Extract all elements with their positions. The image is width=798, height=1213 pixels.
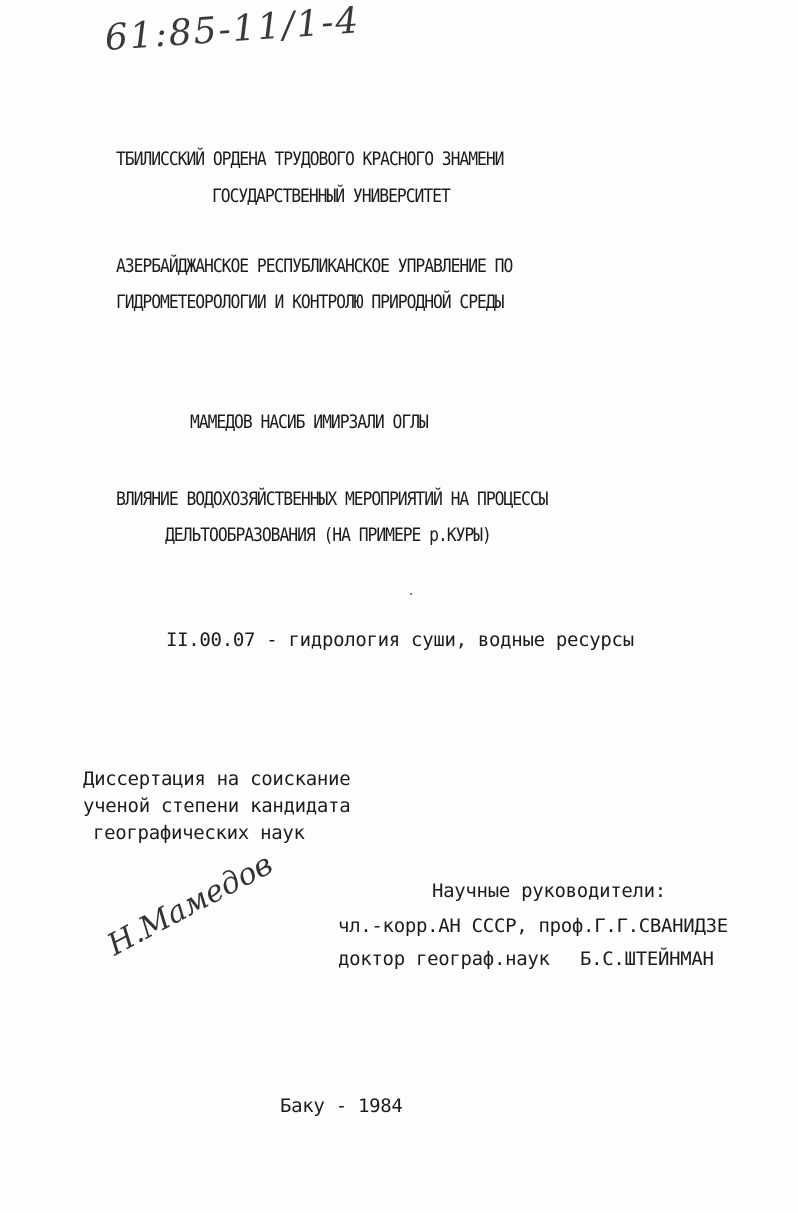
advisors-heading: Научные руководители: (432, 880, 666, 902)
dissertation-line-1: Диссертация на соискание (83, 768, 351, 790)
title-line-1: ВЛИЯНИЕ ВОДОХОЗЯЙСТВЕННЫХ МЕРОПРИЯТИЙ НА ПРОЦЕССЫ (116, 488, 548, 510)
title-line-2: ДЕЛЬТООБРАЗОВАНИЯ (НА ПРИМЕРЕ р.КУРЫ) (165, 524, 491, 546)
advisor-1: чл.-корр.АН СССР, проф.Г.Г.СВАНИДЗЕ (338, 915, 728, 937)
speck (410, 593, 412, 595)
specialty-code: II.00.07 - гидрология суши, водные ресурсы (166, 629, 634, 651)
advisor-2-title: доктор географ.наук (338, 948, 550, 970)
agency-line-2: ГИДРОМЕТЕОРОЛОГИИ И КОНТРОЛЮ ПРИРОДНОЙ СРЕДЫ (116, 291, 504, 313)
agency-line-1: АЗЕРБАЙДЖАНСКОЕ РЕСПУБЛИКАНСКОЕ УПРАВЛЕНИЕ ПО (116, 255, 513, 277)
university-line-1: ТБИЛИССКИЙ ОРДЕНА ТРУДОВОГО КРАСНОГО ЗНАМЕНИ (116, 148, 504, 170)
place-and-year: Баку - 1984 (280, 1095, 403, 1117)
university-line-2: ГОСУДАРСТВЕННЫЙ УНИВЕРСИТЕТ (212, 185, 450, 207)
handwritten-signature: Н.Мамедов (101, 846, 279, 963)
dissertation-line-2: ученой степени кандидата (83, 795, 351, 817)
advisor-2-name: Б.С.ШТЕЙНМАН (580, 948, 714, 970)
archive-number: 61:85-11/1-4 (103, 0, 362, 59)
dissertation-line-3: географических наук (93, 822, 305, 844)
author-name: МАМЕДОВ НАСИБ ИМИРЗАЛИ ОГЛЫ (190, 411, 428, 433)
